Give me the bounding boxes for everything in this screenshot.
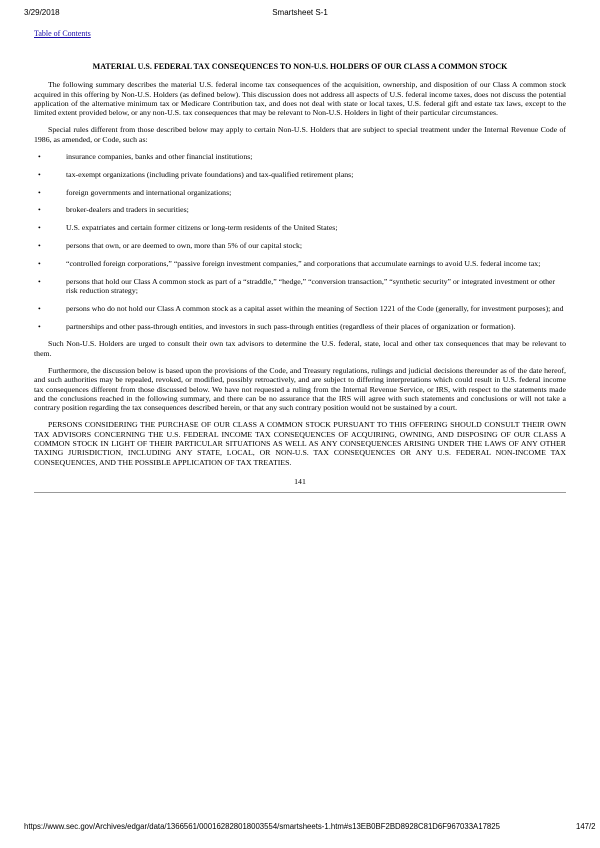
- bullet-icon: •: [38, 276, 41, 286]
- page-divider: [34, 492, 566, 493]
- bullet-icon: •: [38, 241, 41, 251]
- list-item: • partnerships and other pass-through entities, and investors in such pass-through entities (regardless of their places of organization or formation).: [38, 321, 516, 331]
- table-of-contents-link[interactable]: Table of Contents: [34, 29, 91, 38]
- basis-paragraph: Furthermore, the discussion below is based upon the provisions of the Code, and Treasury regulations, rulings and judicial decisions thereunder as of the date hereof, and such authorities may be repealed, revoked, or modified, possibly retroactively, and are subject to differing interpretations which could result in U.S. federal income tax consequences different from those discussed below. We have not requested a ruling from the Internal Revenue Service, or IRS, with respect to the statements made and the conclusions reached in the following summary, and there can be no assurance that the IRS will agree with such statements and conclusions or will not take a contrary position regarding the tax consequences described herein, or that any such contrary position would not be sustained by a court.: [34, 365, 566, 413]
- page-number: 141: [294, 476, 306, 486]
- list-item: • broker-dealers and traders in securities;: [38, 205, 189, 215]
- special-holders-list: [34, 152, 566, 331]
- bullet-icon: •: [38, 187, 41, 197]
- document-body: [34, 62, 566, 493]
- bullet-icon: •: [38, 152, 41, 162]
- bullet-icon: •: [38, 321, 41, 331]
- bullet-icon: •: [38, 258, 41, 268]
- source-url: https://www.sec.gov/Archives/edgar/data/1366561/000162828018003554/smartsheets-1.htm#s13EB0BF2BD8928C81D6F967033A17825: [24, 822, 500, 831]
- advisors-paragraph: Such Non-U.S. Holders are urged to consult their own tax advisors to determine the U.S. federal, state, local and other tax consequences that may be relevant to them.: [34, 339, 566, 358]
- document-title: Smartsheet S-1: [272, 8, 328, 17]
- list-item: • foreign governments and international organizations;: [38, 187, 232, 197]
- bullet-icon: •: [38, 223, 41, 233]
- bullet-icon: •: [38, 169, 41, 179]
- print-date: 3/29/2018: [24, 8, 60, 17]
- list-item: • tax-exempt organizations (including private foundations) and tax-qualified retirement plans;: [38, 169, 354, 179]
- list-item: • persons that own, or are deemed to own, more than 5% of our capital stock;: [38, 241, 303, 251]
- list-item: • U.S. expatriates and certain former citizens or long-term residents of the United States;: [38, 223, 338, 233]
- intro-paragraph: The following summary describes the material U.S. federal income tax consequences of the acquisition, ownership, and disposition of our Class A common stock acquired in this offering by Non-U.S. Holders (as defined below). This discussion does not address all aspects of U.S. federal income taxes, does not discuss the potential application of the alternative minimum tax or Medicare Contribution tax, and does not deal with state or local taxes, U.S. federal gift and estate tax laws, except to the limited extent provided below, or any non-U.S. tax consequences that may be relevant to Non-U.S. Holders in light of their particular circumstances.: [34, 80, 566, 118]
- special-rules-paragraph: Special rules different from those described below may apply to certain Non-U.S. Holders that are subject to special treatment under the Internal Revenue Code of 1986, as amended, or Code, such as:: [34, 125, 566, 144]
- bullet-icon: •: [38, 303, 41, 313]
- caution-paragraph: PERSONS CONSIDERING THE PURCHASE OF OUR CLASS A COMMON STOCK PURSUANT TO THIS OFFERING SHOULD CONSULT THEIR OWN TAX ADVISORS CONCERNING THE U.S. FEDERAL INCOME TAX CONSEQUENCES OF ACQUIRING, OWNING, AND DISPOSING OF OUR CLASS A COMMON STOCK IN LIGHT OF THEIR PARTICULAR SITUATIONS AS WELL AS ANY CONSEQUENCES ARISING UNDER THE LAWS OF ANY OTHER TAXING JURISDICTION, INCLUDING ANY STATE, LOCAL, OR NON-U.S. TAX CONSEQUENCES OR ANY U.S. FEDERAL NON-INCOME TAX CONSEQUENCES, AND THE POSSIBLE APPLICATION OF TAX TREATIES.: [34, 420, 566, 467]
- list-item: • persons that hold our Class A common stock as part of a “straddle,” “hedge,” “conversion transaction,” “synthetic security” or integrated investment or other risk reduction strategy;: [38, 276, 556, 295]
- list-item: • insurance companies, banks and other financial institutions;: [38, 152, 253, 162]
- bullet-icon: •: [38, 205, 41, 215]
- page-counter: 147/2: [576, 822, 596, 831]
- list-item: • “controlled foreign corporations,” “passive foreign investment companies,” and corporations that accumulate earnings to avoid U.S. federal income tax;: [38, 258, 541, 268]
- section-heading: MATERIAL U.S. FEDERAL TAX CONSEQUENCES TO NON-U.S. HOLDERS OF OUR CLASS A COMMON STOCK: [92, 62, 508, 71]
- list-item: • persons who do not hold our Class A common stock as a capital asset within the meaning of Section 1221 of the Code (generally, for investment purposes); and: [38, 303, 564, 313]
